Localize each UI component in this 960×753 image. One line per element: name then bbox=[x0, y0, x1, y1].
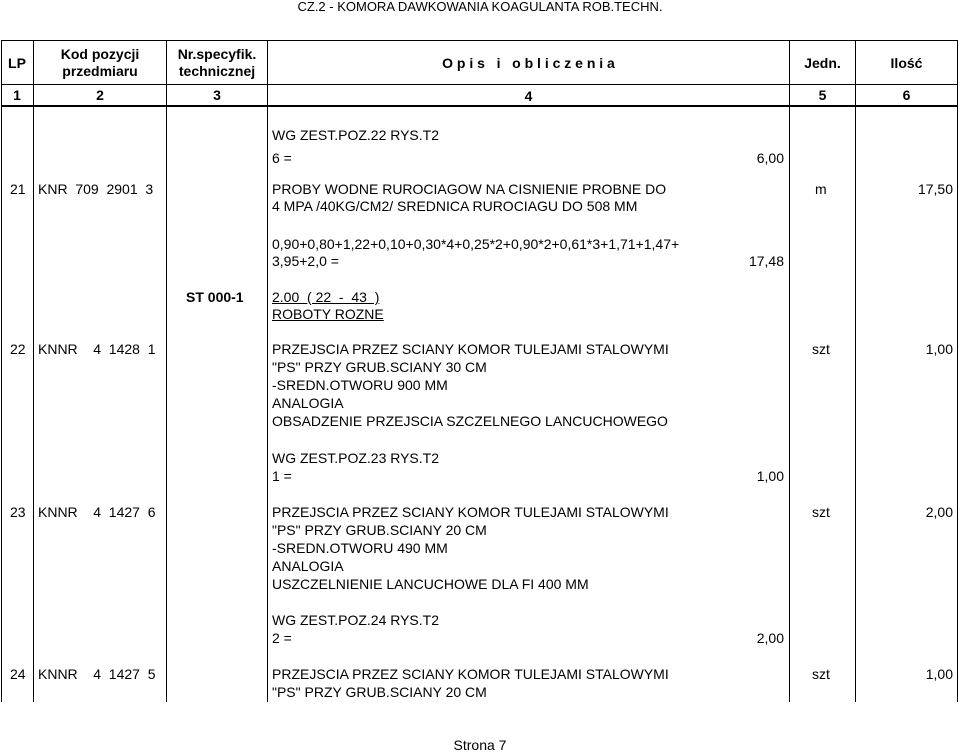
page-footer: Strona 7 bbox=[453, 737, 507, 753]
item-23-calc: 2 = bbox=[272, 630, 292, 646]
section-spec: ST 000-1 bbox=[186, 289, 244, 305]
item-23-lp: 23 bbox=[10, 504, 26, 520]
item-21-desc-line1: PROBY WODNE RUROCIAGOW NA CISNIENIE PROBNE DO bbox=[272, 181, 667, 197]
item-24-desc-line1: PRZEJSCIA PRZEZ SCIANY KOMOR TULEJAMI STALOWYMI bbox=[272, 666, 669, 682]
header-num-2: 2 bbox=[96, 87, 104, 103]
item-23-desc-line2: "PS" PRZY GRUB.SCIANY 20 CM bbox=[272, 522, 487, 538]
header-spec-line1: Nr.specyfik. bbox=[177, 46, 257, 62]
item-22-desc-line5: OBSADZENIE PRZEJSCIA SZCZELNEGO LANCUCHOWEGO bbox=[272, 413, 668, 429]
cont-calc-value: 6,00 bbox=[756, 150, 784, 166]
item-21-desc-line2: 4 MPA /40KG/CM2/ SREDNICA RUROCIAGU DO 508 MM bbox=[272, 198, 638, 214]
item-21-calc-value: 17,48 bbox=[748, 253, 784, 269]
item-23-unit: szt bbox=[812, 504, 830, 520]
header-num-6: 6 bbox=[902, 87, 911, 103]
item-22-unit: szt bbox=[812, 341, 830, 357]
header-bottom-border bbox=[1, 105, 958, 107]
header-opis: O p i s i o b l i c z e n i a bbox=[442, 55, 615, 71]
document-title: CZ.2 - KOMORA DAWKOWANIA KOAGULANTA ROB.TECHN. bbox=[297, 0, 663, 14]
item-24-kod: KNNR 4 1427 5 bbox=[38, 666, 156, 682]
header-num-4: 4 bbox=[524, 88, 533, 104]
item-21-qty: 17,50 bbox=[917, 181, 953, 197]
table-top-border bbox=[1, 40, 958, 41]
header-num-5: 5 bbox=[818, 87, 827, 103]
item-21-calc-line1: 0,90+0,80+1,22+0,10+0,30*4+0,25*2+0,90*2+0,61*3+1,71+1,47+ bbox=[272, 236, 680, 252]
item-23-desc-line3: -SREDN.OTWORU 490 MM bbox=[272, 540, 448, 556]
item-22-desc-line4: ANALOGIA bbox=[272, 395, 344, 411]
item-21-unit: m bbox=[815, 181, 827, 197]
header-num-3: 3 bbox=[213, 87, 221, 103]
header-lp: LP bbox=[8, 55, 26, 71]
item-21-kod: KNR 709 2901 3 bbox=[38, 181, 154, 197]
item-24-qty: 1,00 bbox=[925, 666, 953, 682]
estimate-table bbox=[1, 40, 958, 702]
item-23-desc-line5: USZCZELNIENIE LANCUCHOWE DLA FI 400 MM bbox=[272, 576, 589, 592]
col-border-right bbox=[957, 40, 958, 702]
header-jedn: Jedn. bbox=[804, 55, 841, 71]
item-22-desc-line2: "PS" PRZY GRUB.SCIANY 30 CM bbox=[272, 359, 487, 375]
cont-reference: WG ZEST.POZ.22 RYS.T2 bbox=[272, 127, 440, 143]
item-21-lp: 21 bbox=[10, 181, 26, 197]
item-21-calc-line2: 3,95+2,0 = bbox=[272, 253, 339, 269]
item-23-desc-line1: PRZEJSCIA PRZEZ SCIANY KOMOR TULEJAMI STALOWYMI bbox=[272, 504, 669, 520]
item-23-calc-value: 2,00 bbox=[756, 630, 784, 646]
item-22-kod: KNNR 4 1428 1 bbox=[38, 341, 156, 357]
col-border-spec bbox=[267, 40, 268, 702]
cont-calc: 6 = bbox=[272, 150, 292, 166]
header-spec-line2: technicznej bbox=[178, 63, 256, 79]
col-border-kod bbox=[166, 40, 167, 702]
item-22-calc-value: 1,00 bbox=[756, 468, 784, 484]
header-kod-line1: Kod pozycji bbox=[60, 46, 140, 62]
col-border-opis bbox=[789, 40, 790, 702]
header-num-1: 1 bbox=[13, 87, 21, 103]
item-22-qty: 1,00 bbox=[925, 341, 953, 357]
item-22-lp: 22 bbox=[10, 341, 26, 357]
item-23-kod: KNNR 4 1427 6 bbox=[38, 504, 156, 520]
header-ilosc: Ilość bbox=[890, 55, 923, 71]
item-23-qty: 2,00 bbox=[925, 504, 953, 520]
col-border-jedn bbox=[855, 40, 856, 702]
item-22-desc-line3: -SREDN.OTWORU 900 MM bbox=[272, 377, 448, 393]
item-24-unit: szt bbox=[812, 666, 830, 682]
header-kod-line2: przedmiaru bbox=[62, 63, 138, 79]
item-24-desc-line2: "PS" PRZY GRUB.SCIANY 20 CM bbox=[272, 684, 487, 700]
col-border-left bbox=[1, 40, 2, 702]
col-border-lp bbox=[33, 40, 34, 702]
item-23-desc-line4: ANALOGIA bbox=[272, 558, 344, 574]
header-divider bbox=[1, 84, 958, 85]
item-24-lp: 24 bbox=[10, 666, 26, 682]
item-22-reference: WG ZEST.POZ.23 RYS.T2 bbox=[272, 450, 440, 466]
section-number: 2.00 ( 22 - 43 ) bbox=[272, 289, 380, 305]
item-22-calc: 1 = bbox=[272, 468, 292, 484]
item-23-reference: WG ZEST.POZ.24 RYS.T2 bbox=[272, 612, 440, 628]
section-title: ROBOTY ROZNE bbox=[272, 306, 384, 322]
item-22-desc-line1: PRZEJSCIA PRZEZ SCIANY KOMOR TULEJAMI STALOWYMI bbox=[272, 341, 669, 357]
